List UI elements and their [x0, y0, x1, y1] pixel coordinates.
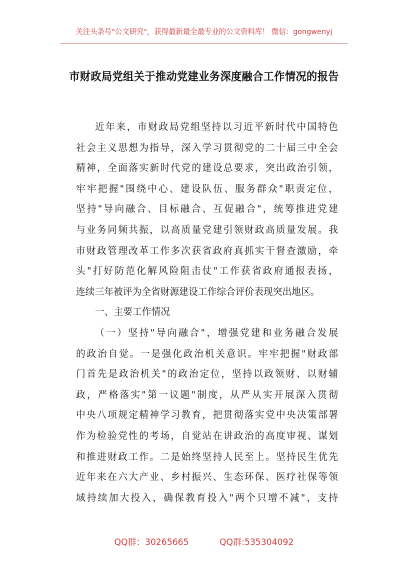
body-line: （一）坚持"导向融合"，增强党建和业务融合发展 [95, 327, 338, 339]
body-line: 坚持"导向融合、目标融合、互促融合"，统筹推进党建 [76, 204, 338, 216]
document-title: 市财政局党组关于推动党建业务深度融合工作情况的报告 [69, 71, 339, 83]
body-line: 的政治自觉。一是强化政治机关意识。牢牢把握"财政部 [76, 348, 338, 360]
body-line: 域持续加大投入，确保教育投入"两个只增不减"，支持 [76, 492, 338, 504]
footer-qq-group-2: QQ群:535304092 [219, 538, 294, 548]
footer-qq-group-1: QQ群：30265665 [114, 538, 189, 548]
header-divider [60, 43, 348, 44]
body-line: 精神，全面落实新时代党的建设总要求，突出政治引领， [76, 163, 338, 175]
body-line: 近年来在六大产业、乡村振兴、生态环保、医疗社保等领 [76, 472, 338, 484]
body-line: 与业务同频共振，以高质量党建引领财政高质量发展。我 [76, 224, 338, 236]
body-line: 连续三年被评为全省财源建设工作综合评价表现突出地区。 [76, 286, 320, 298]
document-body [76, 118, 338, 509]
body-line: 中央八项规定精神学习教育，把贯彻落实党中央决策部署 [76, 410, 338, 422]
body-line: 和推进财政工作。二是始终坚持人民至上。坚持民生优先 [76, 451, 338, 463]
body-line: 头"打好防范化解风险阻击仗"工作获省政府通报表扬， [76, 266, 338, 278]
body-line: 门首先是政治机关"的政治定位，坚持以政领财、以财辅 [76, 369, 338, 381]
body-line: 牢牢把握"围绕中心、建设队伍、服务群众"职责定位， [76, 183, 338, 195]
header-banner: 关注头条号"公文研究"，获得最新最全最专业的公文资料库！ 微信：gongwenyj [75, 27, 333, 36]
footer-contacts [0, 536, 408, 548]
body-line: 作为检验党性的考场，自觉站在讲政治的高度审视、谋划 [76, 430, 338, 442]
body-line: 社会主义思想为指导，深入学习贯彻党的二十届三中全会 [76, 142, 338, 154]
body-line: 市财政管理改革工作多次获省政府真抓实干督查激励，牵 [76, 245, 338, 257]
body-line: 政，严格落实"第一议题"制度，从严从实开展深入贯彻 [76, 389, 338, 401]
section-heading: 一、主要工作情况 [95, 307, 171, 319]
body-line: 近年来，市财政局党组坚持以习近平新时代中国特色 [95, 122, 338, 133]
